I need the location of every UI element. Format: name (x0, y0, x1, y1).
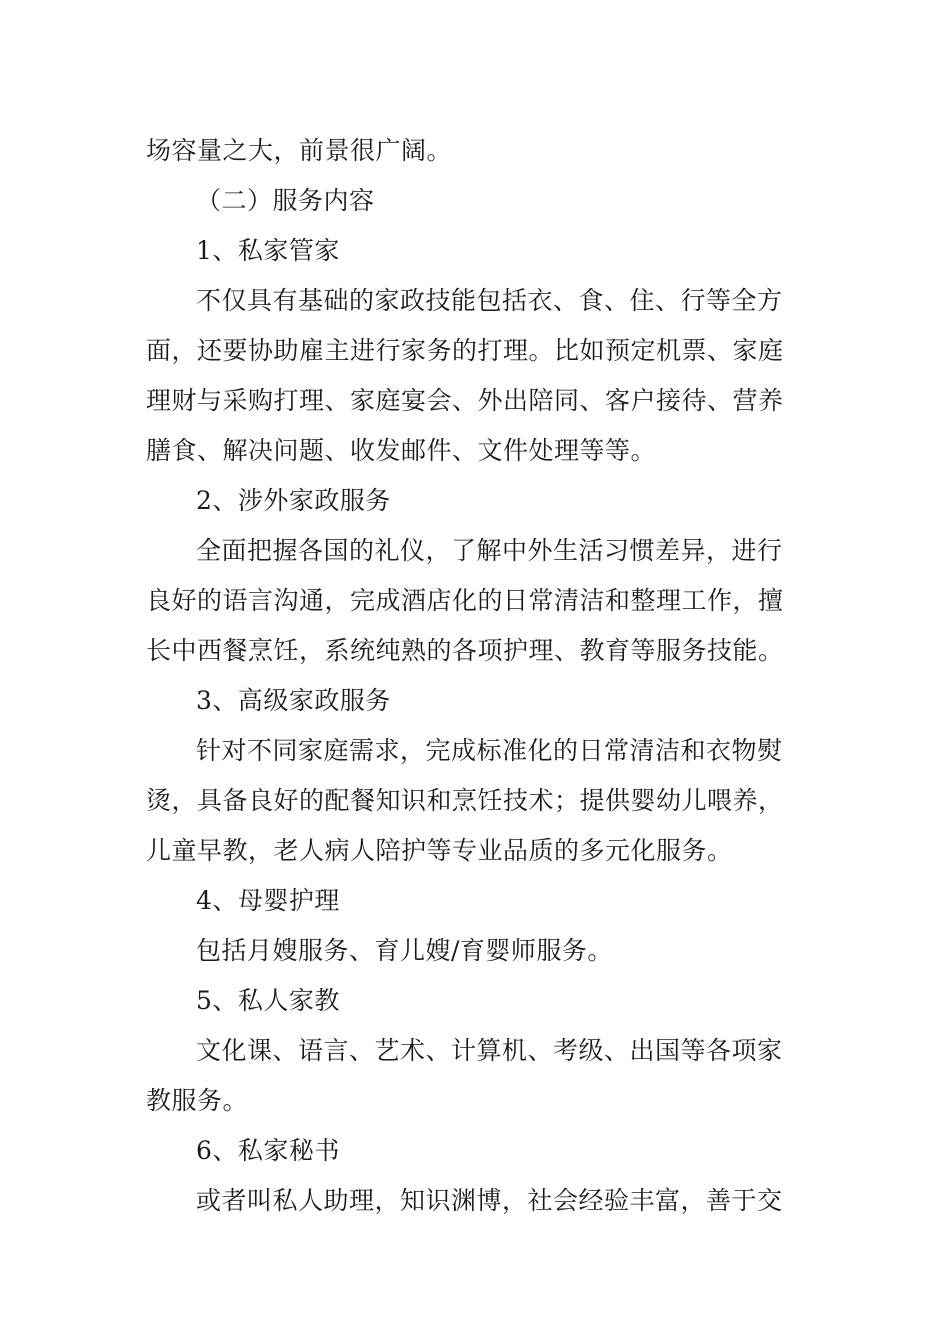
paragraph-line: 儿童早教，老人病人陪护等专业品质的多元化服务。 (146, 836, 733, 865)
subsection-heading: 3、高级家政服务 (196, 686, 391, 715)
paragraph-line: 理财与采购打理、家庭宴会、外出陪同、客户接待、营养 (146, 386, 784, 415)
subsection-heading: 1、私家管家 (196, 236, 340, 265)
paragraph-line: 场容量之大，前景很广阔。 (146, 136, 453, 165)
subsection-heading: 5、私人家教 (196, 986, 340, 1015)
section-heading: （二）服务内容 (196, 186, 375, 215)
paragraph-line: 不仅具有基础的家政技能包括衣、食、住、行等全方 (196, 286, 783, 315)
paragraph-line: 面，还要协助雇主进行家务的打理。比如预定机票、家庭 (146, 336, 784, 365)
paragraph-line: 包括月嫂服务、育儿嫂/育婴师服务。 (196, 936, 613, 965)
paragraph-line: 全面把握各国的礼仪，了解中外生活习惯差异，进行 (196, 536, 783, 565)
paragraph-line: 长中西餐烹饪，系统纯熟的各项护理、教育等服务技能。 (146, 636, 784, 665)
paragraph-line: 良好的语言沟通，完成酒店化的日常清洁和整理工作，擅 (146, 586, 784, 615)
paragraph-line: 烫，具备良好的配餐知识和烹饪技术；提供婴幼儿喂养， (146, 786, 784, 815)
paragraph-line: 教服务。 (146, 1086, 249, 1115)
paragraph-line: 文化课、语言、艺术、计算机、考级、出国等各项家 (196, 1036, 783, 1065)
subsection-heading: 4、母婴护理 (196, 886, 340, 915)
paragraph-line: 膳食、解决问题、收发邮件、文件处理等等。 (146, 436, 657, 465)
paragraph-line: 或者叫私人助理，知识渊博，社会经验丰富，善于交 (196, 1186, 783, 1215)
subsection-heading: 6、私家秘书 (196, 1136, 340, 1165)
subsection-heading: 2、涉外家政服务 (196, 486, 391, 515)
paragraph-line: 针对不同家庭需求，完成标准化的日常清洁和衣物熨 (196, 736, 783, 765)
